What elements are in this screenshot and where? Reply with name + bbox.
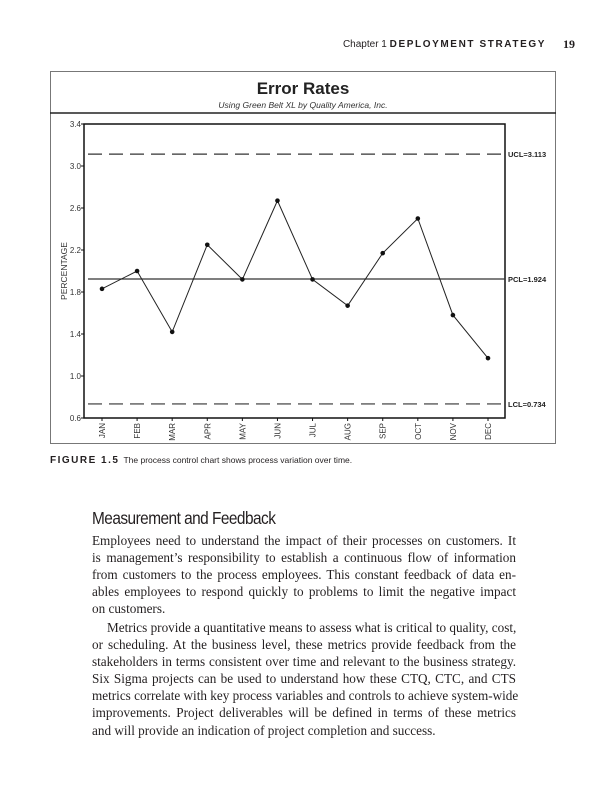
x-tick-label: JUL bbox=[308, 423, 318, 438]
paragraph-line: from customers to the process employees. This constant feedback of data en- bbox=[92, 567, 516, 583]
data-point-apr bbox=[205, 242, 210, 247]
y-axis-label: PERCENTAGE bbox=[59, 242, 69, 300]
y-tick-label: 1.0 bbox=[69, 372, 81, 381]
x-tick-label: AUG bbox=[343, 423, 353, 441]
figure-number: FIGURE 1.5 bbox=[50, 455, 120, 466]
body-text bbox=[92, 532, 519, 739]
chart-subtitle: Using Green Belt XL by Quality America, Inc. bbox=[218, 100, 388, 110]
data-point-oct bbox=[416, 216, 421, 221]
caption-text: The process control chart shows process variation over time. bbox=[123, 455, 353, 465]
y-tick-label: 3.0 bbox=[69, 162, 81, 171]
paragraph-line: Six Sigma projects can be used to understand how these CTQ, CTC, and CTS bbox=[92, 671, 516, 687]
paragraph-line: improvements. Project deliverables will be defined in terms of these metrics bbox=[92, 705, 516, 721]
section-heading: Measurement and Feedback bbox=[92, 508, 276, 528]
paragraph-line: ables employees to respond quickly to problems to limit the negative impact bbox=[92, 584, 516, 600]
y-tick-label: 1.8 bbox=[69, 288, 81, 297]
data-point-mar bbox=[170, 330, 175, 335]
data-point-jul bbox=[310, 277, 315, 282]
page-number: 19 bbox=[563, 37, 575, 51]
figure-caption bbox=[50, 455, 352, 466]
y-tick-label: 3.4 bbox=[69, 120, 81, 129]
x-tick-label: SEP bbox=[378, 423, 388, 440]
data-point-nov bbox=[451, 313, 456, 318]
data-point-dec bbox=[486, 356, 491, 361]
chart-title: Error Rates bbox=[256, 79, 350, 98]
y-tick-label: 1.4 bbox=[69, 330, 81, 339]
data-point-jan bbox=[100, 287, 105, 292]
x-tick-label: FEB bbox=[133, 423, 143, 439]
y-tick-label: 2.2 bbox=[69, 246, 81, 255]
paragraph-line: Employees need to understand the impact of their processes on customers. It bbox=[92, 533, 516, 548]
data-point-aug bbox=[345, 303, 350, 308]
y-tick-label: 0.6 bbox=[69, 414, 81, 423]
chapter-label: Chapter 1 bbox=[342, 39, 387, 50]
control-limit-label: PCL=1.924 bbox=[508, 274, 547, 284]
data-point-may bbox=[240, 277, 245, 282]
x-tick-label: MAY bbox=[238, 423, 248, 440]
x-tick-label: JAN bbox=[98, 423, 107, 439]
x-tick-label: JUN bbox=[273, 423, 283, 439]
y-tick-label: 2.6 bbox=[69, 204, 81, 213]
paragraph-line: stakeholders in terms consistent over time and relevant to the business strategy. bbox=[92, 654, 516, 670]
x-tick-label: APR bbox=[203, 423, 213, 440]
paragraph-line: or scheduling. At the business level, these metrics provide feedback from the bbox=[92, 637, 516, 653]
data-point-sep bbox=[380, 251, 385, 256]
paragraph-line: Metrics provide a quantitative means to assess what is critical to quality, cost, bbox=[107, 619, 517, 635]
data-point-feb bbox=[135, 269, 140, 274]
x-tick-label: DEC bbox=[484, 423, 493, 440]
control-limit-label: LCL=0.734 bbox=[508, 399, 546, 409]
x-tick-label: MAR bbox=[168, 423, 178, 441]
x-tick-label: NOV bbox=[448, 423, 458, 441]
paragraph-line: and will provide an indication of project completion and success. bbox=[92, 722, 436, 738]
paragraph-line: on customers. bbox=[92, 601, 166, 617]
paragraph-line: is management’s responsibility to establish a continuous flow of information bbox=[92, 550, 516, 566]
control-limit-label: UCL=3.113 bbox=[508, 150, 547, 160]
data-point-jun bbox=[275, 198, 280, 203]
x-tick-label: OCT bbox=[413, 423, 423, 440]
paragraph-line: metrics correlate with key process variables and controls to achieve system-wide bbox=[92, 688, 519, 704]
chapter-title: DEPLOYMENT STRATEGY bbox=[389, 39, 546, 50]
